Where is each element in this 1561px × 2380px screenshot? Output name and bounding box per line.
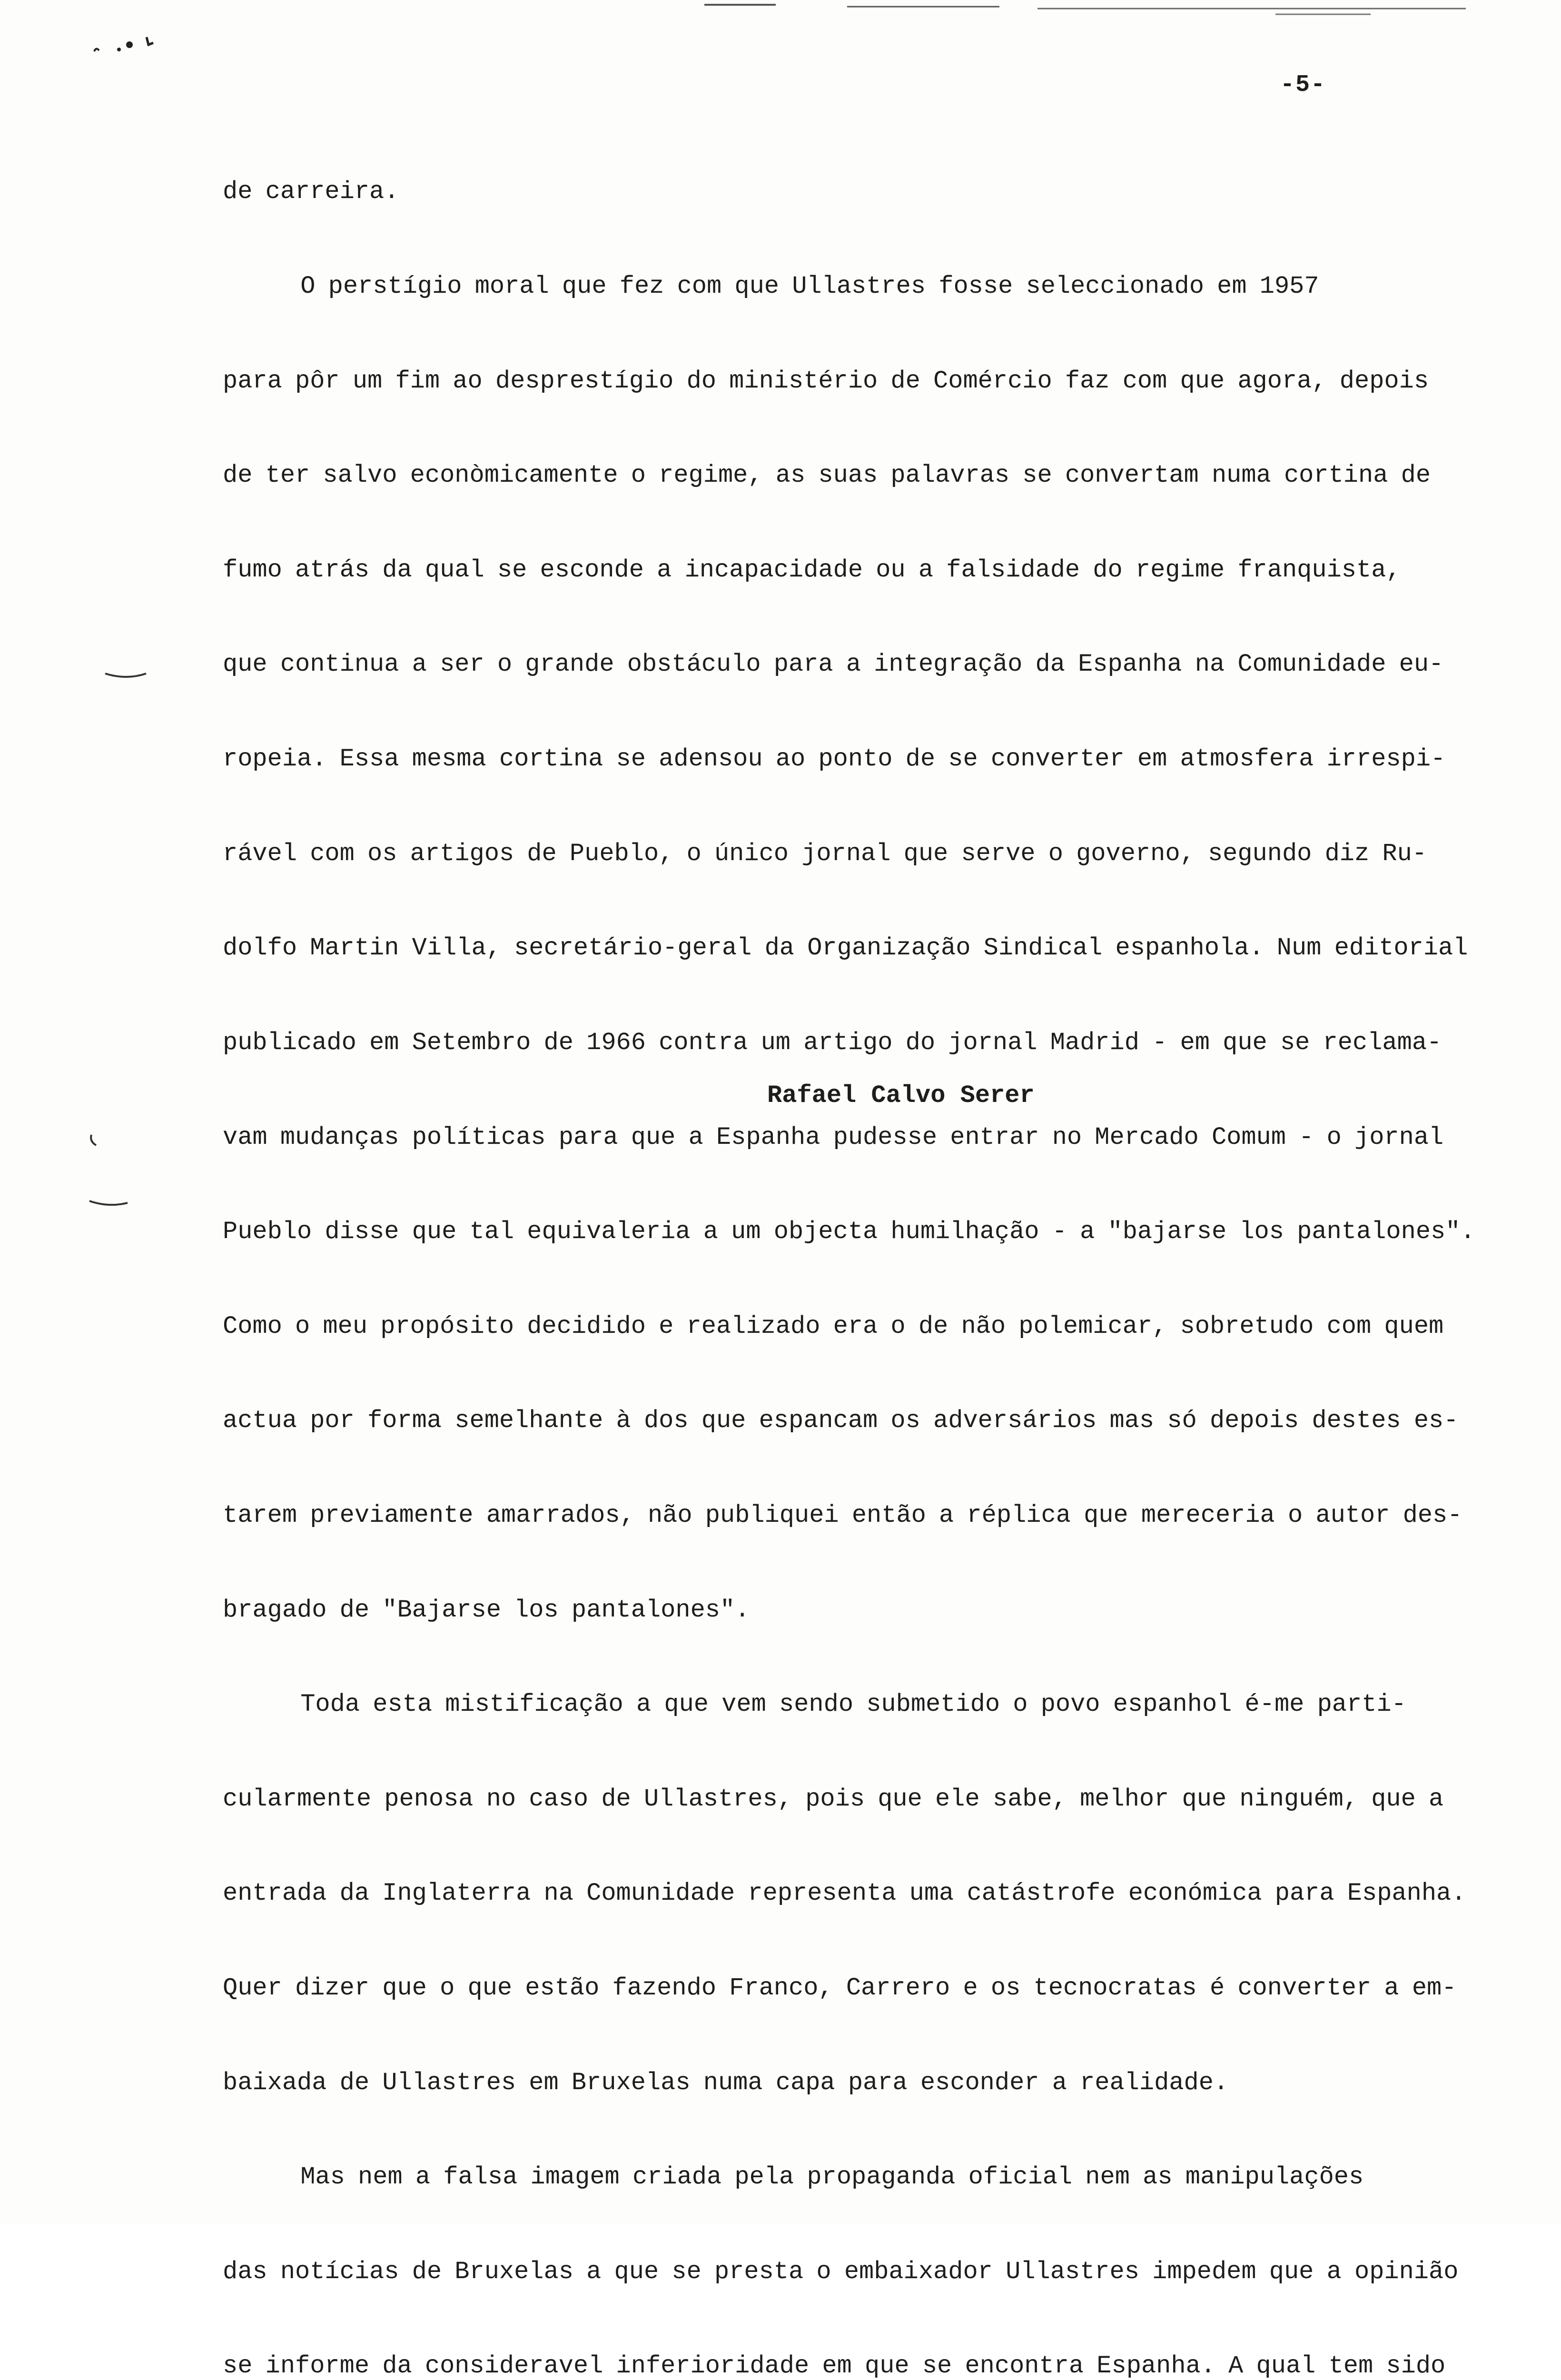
text-line: O perstígio moral que fez com que Ullastres fosse seleccionado em 1957 [223,272,1319,301]
text-line: de carreira. [223,178,399,206]
text-line: bragado de "Bajarse los pantalones". [223,1596,750,1624]
text-line: que continua a ser o grande obstáculo para a integração da Espanha na Comunidade eu- [223,650,1444,679]
margin-tick-mark [86,1133,131,1147]
page-number: -5- [1280,71,1326,99]
text-line: dolfo Martin Villa, secretário-geral da Organização Sindical espanhola. Num editorial [223,934,1468,962]
text-line: se informe da consideravel inferioridade em que se encontra Espanha. A qual tem sido [223,2352,1446,2380]
signature: Rafael Calvo Serer [767,1081,1035,1110]
top-edge-scan-marks [704,3,1475,17]
text-line: Como o meu propósito decidido e realizado era o de não polemicar, sobretudo com quem [223,1312,1444,1340]
text-line: ropeia. Essa mesma cortina se adensou ao ponto de se converter em atmosfera irrespi- [223,745,1446,774]
text-line: vam mudanças políticas para que a Espanha pudesse entrar no Mercado Comum - o jornal [223,1123,1444,1151]
margin-tick-mark [102,669,148,683]
body-text [223,113,1489,2380]
text-line: das notícias de Bruxelas a que se presta o embaixador Ullastres impedem que a opinião [223,2257,1459,2286]
text-line: de ter salvo econòmicamente o regime, as suas palavras se convertam numa cortina de [223,461,1431,490]
text-line: Mas nem a falsa imagem criada pela propaganda oficial nem as manipulações [223,2163,1364,2192]
text-line: entrada da Inglaterra na Comunidade representa uma catástrofe económica para Espanha. [223,1879,1466,1908]
text-line: tarem previamente amarrados, não publiquei então a réplica que mereceria o autor des- [223,1501,1462,1529]
text-line: fumo atrás da qual se esconde a incapacidade ou a falsidade do regime franquista, [223,555,1401,584]
text-line: Quer dizer que o que estão fazendo Franco, Carrero e os tecnocratas é converter a em- [223,1973,1457,2002]
text-line: actua por forma semelhante à dos que espancam os adversários mas só depois destes es- [223,1407,1459,1435]
text-line: para pôr um fim ao desprestígio do ministério de Comércio faz com que agora, depois [223,367,1429,395]
text-line: Toda esta mistificação a que vem sendo submetido o povo espanhol é-me parti- [223,1690,1406,1719]
text-line: publicado em Setembro de 1966 contra um artigo do jornal Madrid - em que se reclama- [223,1028,1442,1057]
text-line: Pueblo disse que tal equivaleria a um objecta humilhação - a "bajarse los pantalones". [223,1218,1475,1246]
text-line: rável com os artigos de Pueblo, o único jornal que serve o governo, segundo diz Ru- [223,839,1427,868]
corner-ink-mark [90,32,176,61]
margin-tick-mark [87,1197,132,1211]
text-line: cularmente penosa no caso de Ullastres, pois que ele sabe, melhor que ninguém, que a [223,1785,1444,1813]
text-line: baixada de Ullastres em Bruxelas numa capa para esconder a realidade. [223,2068,1229,2097]
